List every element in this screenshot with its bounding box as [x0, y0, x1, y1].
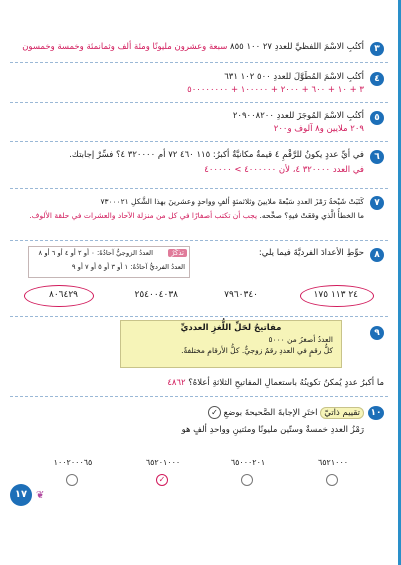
question-prompt: في أيِّ عددٍ يكونُ للرَّقْمِ ٤ قيمةٌ مكانيَّةٌ أكبرُ: ١١٥ ٤٦٠ ٧٢ أم ٣٢٠٠٠٠ ٤؟ فسِّرْ إجابتك. [69, 150, 364, 160]
question-prompt: أكتُبِ الاسْمَ المُطَوَّلَ للعددِ ٥٠٠ ١٠٢ ٦٣١ [224, 72, 364, 82]
number-item[interactable]: ٨٠٦٤٢٩ [48, 290, 78, 300]
question-4 [8, 72, 384, 96]
option-4[interactable] [33, 458, 113, 467]
answer-text: ٢٠٩ ملايين و٨ آلوف و٢٠٠ [273, 124, 364, 134]
question-number: ٩ [370, 326, 384, 340]
radio-circle[interactable] [66, 474, 78, 486]
question-prompt-2: ما الخطأُ الَّذي وقعَتْ فيهِ؟ صحِّحه. [259, 211, 364, 220]
answer-text: في العدد ٣٢٠٠٠٠ ٤، لأن ٤٠٠٠٠٠٠ > ٤٠٠٠٠٠ [204, 165, 364, 175]
question-prompt: كَتَبَتْ شَيْخةُ رَمْزَ العددِ سَبْعةَ ملايينَ وثلاثمئةٍ ألفٍ وواحدٍ وعشرينَ بهذا الشَّكلِ ٧٣٠٠٠٢١ [100, 197, 364, 206]
question-6 [8, 150, 384, 176]
question-prompt: أكتُبِ الاسْمَ اللفظيَّ للعددِ ٢٧ ١٠٠ ٨٥٥ [230, 42, 364, 52]
divider [10, 141, 388, 142]
answer-text: ٣ + ١٠ + ٦٠٠ + ٢٠٠٠ + ١٠٠٠٠٠ + ٥٠٠٠٠٠٠٠٠ [187, 85, 364, 95]
question-number: ٧ [370, 196, 384, 210]
circled-answer [24, 285, 94, 307]
number-item[interactable]: ٢٤ ١١٣ ١٧٥ [313, 290, 358, 300]
hint-box [28, 246, 190, 278]
radio-circle[interactable] [326, 474, 338, 486]
question-number: ٤ [370, 72, 384, 86]
question-prompt: اختَرِ الإجابةَ الصَّحيحةَ بوضعِ [223, 408, 318, 418]
question-7 [8, 196, 384, 221]
self-assessment-tag: تقييم ذاتيّ [320, 407, 364, 419]
question-10 [8, 406, 384, 436]
divider [10, 396, 388, 397]
clue-box [120, 320, 342, 368]
question-9-ask [8, 378, 384, 389]
question-line: رَمْزُ العددِ خمسةٌ وستّين مليونًا ومئتينِ وواحدِ ألفٍ هو [181, 425, 364, 435]
options-row [30, 458, 368, 498]
answer-text: يجب أن تكتب أصفارًا في كل من منزلة الآحاد والعشرات في حلقة الألوف. [29, 211, 258, 220]
divider [10, 316, 388, 317]
clue-1: العددُ أصغرُ من ٥٠٠٠ [268, 335, 333, 344]
question-3 [8, 42, 384, 53]
butterfly-icon: ❦ [36, 490, 45, 501]
hint-odd: العددُ الفرديُّ آحادُهُ: ١ أو ٣ أو ٥ أو ٧ أو ٩ [71, 263, 185, 271]
question-number: ١٠ [368, 406, 384, 420]
question-number: ٨ [370, 248, 384, 262]
page-number: ١٧ [10, 484, 32, 506]
hint-tag: تذكَّرْ [168, 249, 187, 257]
option-label: ٦٥٢٠١٠٠٠ [145, 458, 181, 467]
circled-answer [300, 285, 374, 307]
option-label: ٦٥٠٠٠٢٠١ [230, 458, 266, 467]
option-2[interactable] [213, 458, 283, 467]
divider [10, 62, 388, 63]
option-label: ١٠٠٢٠٠٠٦٥ [53, 458, 93, 467]
option-label: ٦٥٢١٠٠٠ [317, 458, 349, 467]
number-item[interactable]: ٢٥٤٠٠٤٠٣٨ [134, 290, 178, 300]
question-number: ٦ [370, 150, 384, 164]
question-prompt: ما أكبرُ عددٍ يُمكنُ تكوينُهُ باستعمالِ المفاتيحِ الثلاثةِ أعلاهُ؟ [188, 378, 384, 388]
answer-text: ٤٨٦٢ [167, 378, 186, 388]
checkmark-icon: ✓ [208, 406, 221, 419]
question-prompt: أكتُبِ الاسْمَ المُوجَزَ للعددِ ٢٠٩٠٠٨٢٠٠ [232, 111, 364, 121]
divider [10, 240, 388, 241]
clue-title: مفاتيحُ لحَلِّ اللُّغزِ العدديِّ [180, 323, 282, 333]
hint-even: العددُ الزوجيُّ آحادُهُ: ٠ أو ٢ أو ٤ أو ٦ أو ٨ [38, 249, 153, 257]
question-prompt: حوِّطِ الأعدادَ الفرديَّةَ فيما يلي: [258, 248, 364, 258]
question-5 [8, 111, 384, 135]
question-number: ٣ [370, 42, 384, 56]
divider [10, 188, 388, 189]
option-3[interactable] [128, 458, 198, 484]
radio-circle[interactable] [241, 474, 253, 486]
divider [10, 102, 388, 103]
number-item[interactable]: ٧٩٦٠٣٤٠ [224, 290, 258, 300]
question-number: ٥ [370, 111, 384, 125]
check-selected-icon[interactable]: ✓ [156, 474, 168, 486]
answer-text: سبعة وعشرون مليونًا ومئة ألف وثمانمئة وخمسة وخمسون [22, 42, 228, 52]
clue-2: كلُّ رقمٍ في العددِ رقمٌ زوجيٌّ. كلُّ الأرقامِ مختلفةٌ. [181, 346, 333, 355]
option-1[interactable] [298, 458, 368, 467]
